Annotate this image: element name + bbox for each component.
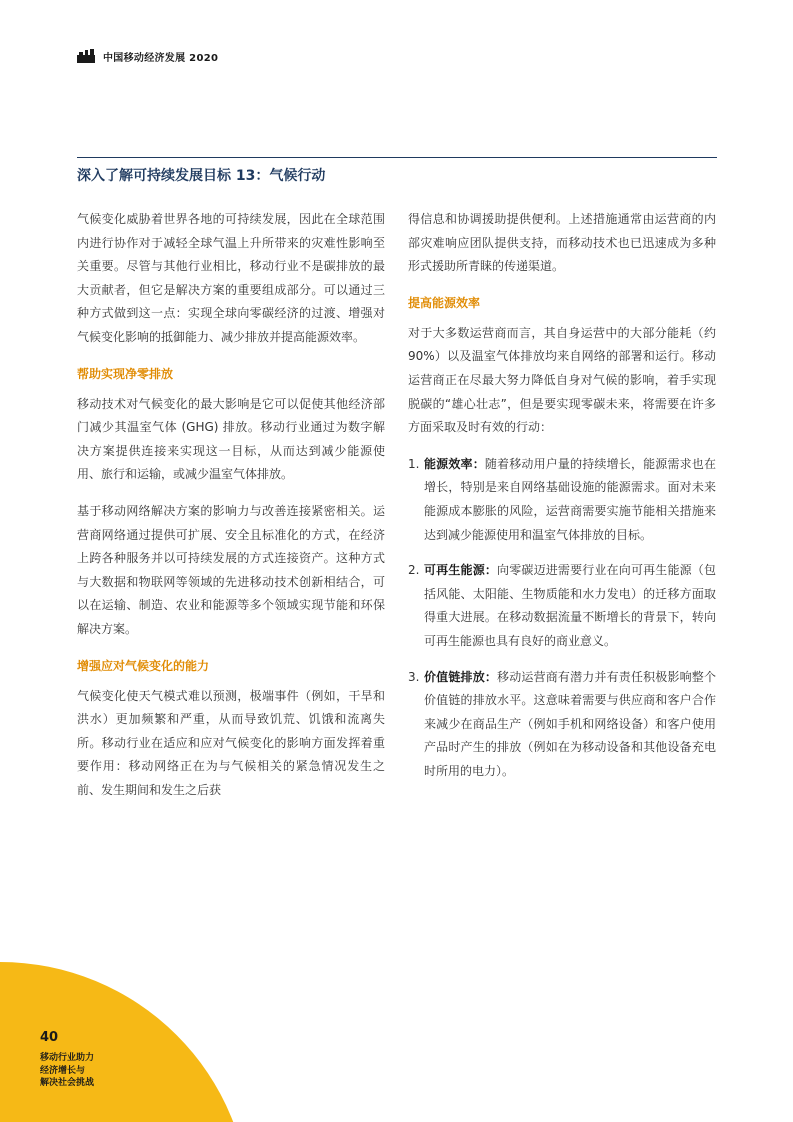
subheading-resilience: 增强应对气候变化的能力: [77, 658, 210, 673]
net-zero-paragraph-1: 移动技术对气候变化的最大影响是它可以促使其他经济部门减少其温室气体 (GHG) 排放。移动行业通过为数字解决方案提供连接来实现这一目标，从而达到减少能源使用、旅行和运输，或减少温室气体排放。: [77, 396, 385, 482]
footer-label-line-1: 移动行业助力: [40, 1053, 95, 1063]
list-text: 随着移动用户量的持续增长，能源需求也在增长，特别是来自网络基础设施的能源需求。面对未来能源成本膨胀的风险，运营商需要实施节能相关措施来达到减少能源使用和温室气体排放的目标。: [424, 456, 716, 542]
subheading-energy-efficiency: 提高能源效率: [408, 295, 481, 310]
intro-paragraph: 气候变化威胁着世界各地的可持续发展，因此在全球范围内进行协作对于减轻全球气温上升所带来的灾难性影响至关重要。尽管与其他行业相比，移动行业不是碳排放的最大贡献者，但它是解决方案的重要组成部分。可以通过三种方式做到这一点：实现全球向零碳经济的过渡、增强对气候变化影响的抵御能力、减少排放并提高能源效率。: [77, 212, 385, 344]
section-divider: [77, 157, 717, 158]
resilience-paragraph: 气候变化使天气模式难以预测，极端事件（例如，干旱和洪水）更加频繁和严重，从而导致饥荒、饥饿和流离失所。移动行业在适应和应对气候变化的影响方面发挥着重要作用：移动网络正在为与气候相关的紧急情况发生之前、发生期间和发生之后获: [77, 688, 385, 797]
footer-report-label: [40, 1052, 94, 1090]
energy-efficiency-paragraph: 对于大多数运营商而言，其自身运营中的大部分能耗（约 90%）以及温室气体排放均来自网络的部署和运行。移动运营商正在尽最大努力降低自身对气候的影响，着手实现脱碳的“雄心壮志”，但是要实现零碳未来，将需要在许多方面采取及时有效的行动：: [408, 325, 716, 435]
page-number: 40: [40, 1030, 59, 1045]
action-list: [408, 453, 716, 784]
section-heading: 深入了解可持续发展目标 13：气候行动: [77, 168, 326, 184]
list-item: [408, 559, 716, 653]
list-body: [424, 559, 716, 653]
list-term: 能源效率：: [424, 456, 485, 471]
right-column: [408, 208, 716, 795]
footer-accent-shape: [0, 962, 260, 1122]
yellow-quarter-circle: [0, 962, 250, 1122]
list-item: [408, 666, 716, 784]
gsma-intelligence-logo-icon: [77, 49, 95, 63]
list-number: 2.: [408, 563, 420, 578]
list-body: [424, 666, 716, 784]
footer-label-line-2: 经济增长与: [40, 1065, 86, 1076]
list-term: 可再生能源：: [424, 563, 498, 578]
list-item: [408, 453, 716, 547]
list-term: 价值链排放：: [424, 669, 498, 684]
list-number: 3.: [408, 669, 420, 684]
page-header: [77, 46, 218, 66]
net-zero-paragraph-2: 基于移动网络解决方案的影响力与改善连接紧密相关。运营商网络通过提供可扩展、安全且标准化的方式，在经济上跨各种服务并以可持续发展的方式连接资产。这种方式与大数据和物联网等领域的先进移动技术创新相结合，可以在运输、制造、农业和能源等多个领域实现节能和环保解决方案。: [77, 503, 385, 636]
subheading-net-zero: 帮助实现净零排放: [77, 366, 174, 381]
list-number: 1.: [408, 456, 420, 471]
list-body: [424, 453, 716, 547]
publication-title: 中国移动经济发展 2020: [103, 52, 219, 64]
footer-label-line-3: 解决社会挑战: [40, 1078, 95, 1088]
list-text: 移动运营商有潜力并有责任积极影响整个价值链的排放水平。这意味着需要与供应商和客户合作来减少在商品生产（例如手机和网络设备）和客户使用产品时产生的排放（例如在为移动设备和其他设备充电时所用的电力）。: [424, 669, 716, 778]
resilience-paragraph-continued: 得信息和协调援助提供便利。上述措施通常由运营商的内部灾难响应团队提供支持，而移动技术也已迅速成为多种形式援助所青睐的传递渠道。: [408, 212, 716, 274]
left-column: [77, 208, 385, 815]
list-text: 向零碳迈进需要行业在向可再生能源（包括风能、太阳能、生物质能和水力发电）的迁移方面取得重大进展。在移动数据流量不断增长的背景下，转向可再生能源也具有良好的商业意义。: [424, 563, 716, 648]
